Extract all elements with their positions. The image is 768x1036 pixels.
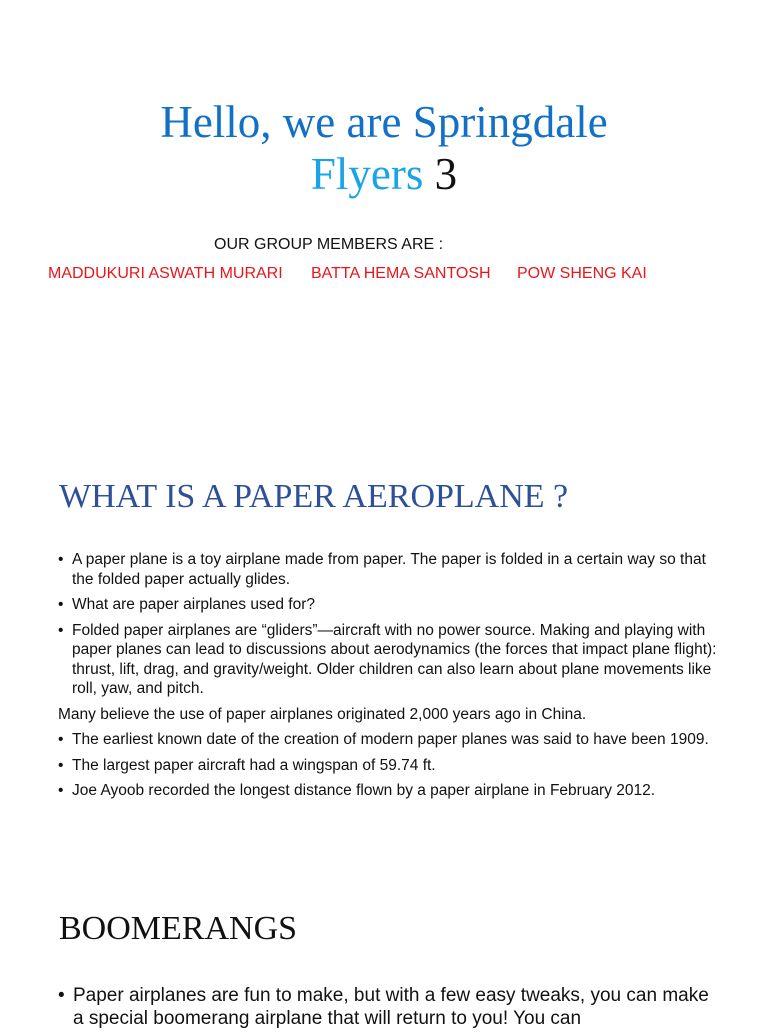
bullet-text: Paper airplanes are fun to make, but with a few easy tweaks, you can make a special boomerang airplane that will return to you! You can <box>73 985 709 1029</box>
slide-heading: BOOMERANGS <box>59 910 298 947</box>
presentation-title <box>0 96 768 200</box>
slide-paper-aeroplane <box>0 436 768 856</box>
bullet-item <box>58 756 718 776</box>
slide-title-page <box>0 0 768 420</box>
bullet-icon: • <box>58 596 64 613</box>
bullet-text: The largest paper aircraft had a wingspan of 59.74 ft. <box>72 756 436 774</box>
title-text-number: 3 <box>434 149 458 199</box>
bullet-text: A paper plane is a toy airplane made from paper. The paper is folded in a certain way so that the folded paper actually glides. <box>72 551 706 588</box>
members-list <box>0 265 768 287</box>
bullet-text: Joe Ayoob recorded the longest distance flown by a paper airplane in February 2012. <box>72 782 656 799</box>
slide-boomerangs <box>0 872 768 1029</box>
bullet-text: The earliest known date of the creation of modern paper planes was said to have been 1909. <box>72 731 709 748</box>
bullet-icon: • <box>58 985 65 1006</box>
bullet-item <box>58 730 718 750</box>
bullet-icon: • <box>58 621 64 639</box>
bullet-icon: • <box>58 551 64 568</box>
bullet-item <box>58 550 718 589</box>
bullet-item <box>58 621 718 699</box>
bullet-icon: • <box>58 731 64 748</box>
member-name: POW SHENG KAI <box>517 265 647 282</box>
body-paragraph: Many believe the use of paper airplanes originated 2,000 years ago in China. <box>58 705 587 723</box>
bullet-text: What are paper airplanes used for? <box>72 596 315 613</box>
member-name: BATTA HEMA SANTOSH <box>311 265 491 282</box>
slide-heading: WHAT IS A PAPER AEROPLANE ? <box>59 478 569 515</box>
bullet-item <box>58 984 718 1030</box>
title-text-main: Hello, we are Springdale <box>160 97 608 147</box>
bullet-text: Folded paper airplanes are “gliders”—aircraft with no power source. Making and playing with paper planes can lead to discussions about aerodynamics (the forces that impact plane flight): thrust, lift, drag, and gravity/weight. Older children can also learn about plane movements like roll, yaw, and pitch. <box>72 621 717 697</box>
member-name: MADDUKURI ASWATH MURARI <box>48 265 283 282</box>
bullet-item <box>58 781 718 801</box>
title-text-flyers: Flyers <box>310 149 424 199</box>
members-heading: OUR GROUP MEMBERS ARE : <box>214 236 444 253</box>
bullet-icon: • <box>58 756 64 774</box>
slide-body <box>58 550 718 807</box>
slide-body <box>58 984 718 1036</box>
bullet-icon: • <box>58 782 64 799</box>
bullet-item <box>58 595 718 615</box>
